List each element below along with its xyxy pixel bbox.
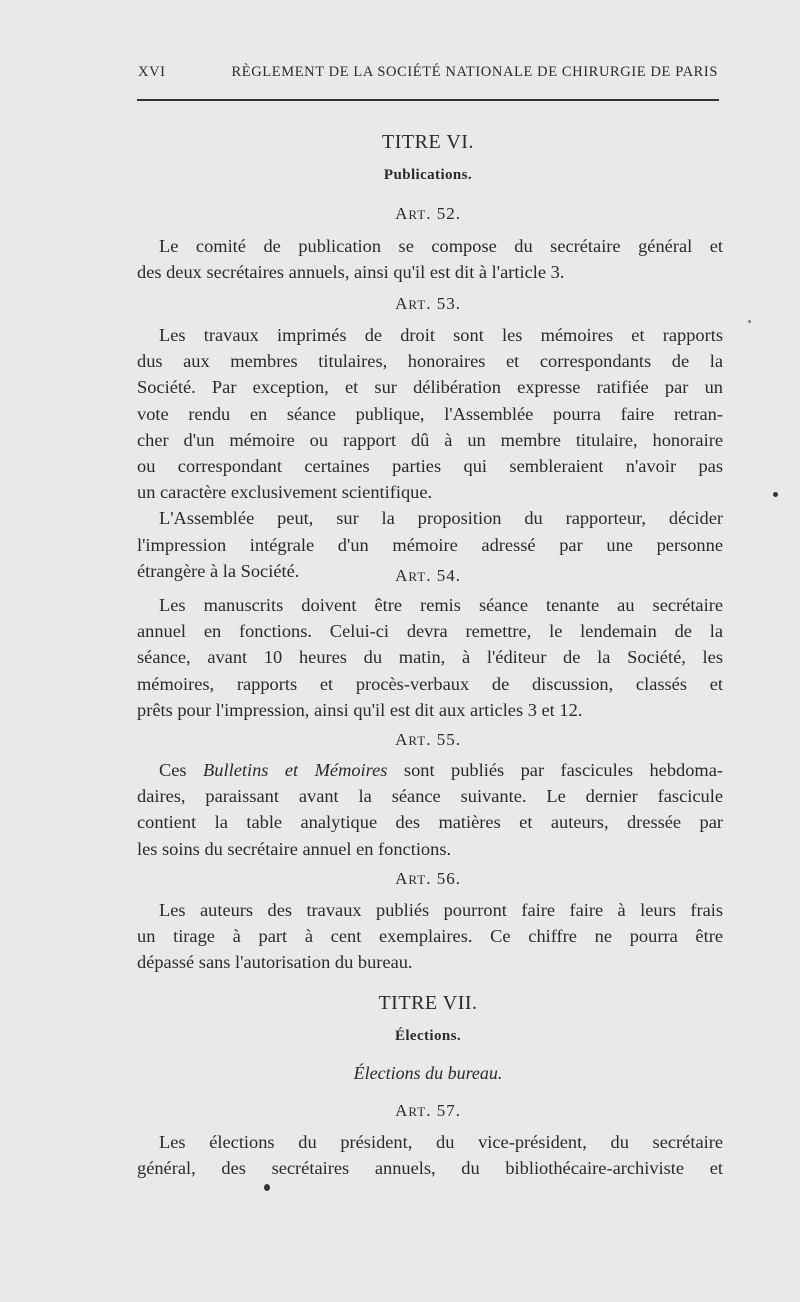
article-52-text — [137, 233, 723, 285]
text-line: L'Assemblée peut, sur la proposition du rapporteur, décider — [159, 508, 723, 529]
text-line: séance, avant 10 heures du matin, à l'éditeur de la Société, les — [137, 647, 723, 668]
article-54-heading: ART. 54. — [395, 566, 461, 585]
elections-bureau-heading: Élections du bureau. — [353, 1063, 503, 1083]
text-line: prêts pour l'impression, ainsi qu'il est dit aux articles 3 et 12. — [137, 699, 583, 720]
article-53-heading: ART. 53. — [395, 294, 461, 313]
article-55-heading: ART. 55. — [395, 730, 461, 749]
publications-subheading: Publications. — [383, 167, 473, 183]
text-line: l'impression intégrale d'un mémoire adressé par une personne — [137, 534, 723, 555]
text-line: Société. Par exception, et sur délibération expresse ratifiée par un — [137, 377, 723, 398]
running-title: RÈGLEMENT DE LA SOCIÉTÉ NATIONALE DE CHIRURGIE DE PARIS — [231, 64, 718, 80]
paper-speck — [264, 1184, 270, 1191]
text-line: Les travaux imprimés de droit sont les mémoires et rapports — [159, 325, 723, 345]
article-52-heading: ART. 52. — [395, 204, 461, 223]
article-57-heading: ART. 57. — [395, 1101, 461, 1120]
article-55-text — [137, 757, 723, 862]
text-line: Les élections du président, du vice-président, du secrétaire — [159, 1132, 723, 1152]
text-line: dépassé sans l'autorisation du bureau. — [137, 952, 413, 973]
article-56-heading: ART. 56. — [395, 869, 461, 888]
text-line: ou correspondant certaines parties qui sembleraient n'avoir pas — [137, 456, 723, 477]
article-54-text — [137, 592, 723, 723]
titre-vi-heading: TITRE VI. — [382, 131, 474, 153]
text-line: un caractère exclusivement scientifique. — [137, 482, 433, 503]
text-line: les soins du secrétaire annuel en fonctions. — [137, 838, 452, 859]
text-line: contient la table analytique des matières et auteurs, dressée par — [137, 812, 723, 833]
text-line: Les manuscrits doivent être remis séance tenante au secrétaire — [159, 595, 723, 615]
text-line: mémoires, rapports et procès-verbaux de discussion, classés et — [137, 673, 723, 694]
text-line: Les auteurs des travaux publiés pourront faire faire à leurs frais — [159, 900, 723, 920]
text-line: annuel en fonctions. Celui-ci devra remettre, le lendemain de la — [137, 621, 723, 642]
text-line: cher d'un mémoire ou rapport dû à un membre titulaire, honoraire — [137, 429, 723, 450]
text-line: Le comité de publication se compose du secrétaire général et — [159, 236, 723, 256]
text-line: vote rendu en séance publique, l'Assemblée pourra faire retran- — [137, 403, 723, 424]
text-line: Ces Bulletins et Mémoires sont publiés par fascicules hebdoma- — [159, 760, 724, 780]
header-rule — [137, 99, 719, 101]
text-line: un tirage à part à cent exemplaires. Ce chiffre ne pourra être — [137, 926, 723, 947]
article-53-text — [137, 322, 723, 584]
article-57-text — [137, 1129, 723, 1181]
titre-vii-heading: TITRE VII. — [378, 992, 478, 1014]
elections-subheading: Élections. — [394, 1028, 462, 1044]
text-line: général, des secrétaires annuels, du bibliothécaire-archiviste et — [137, 1158, 723, 1179]
paper-speck — [773, 492, 778, 497]
article-56-text — [137, 897, 723, 976]
paper-speck — [748, 320, 751, 323]
text-line: des deux secrétaires annuels, ainsi qu'il est dit à l'article 3. — [137, 262, 565, 283]
bulletins-title: Bulletins et Mémoires — [203, 760, 388, 780]
text-line: daires, paraissant avant la séance suivante. Le dernier fascicule — [137, 786, 723, 807]
text-line: dus aux membres titulaires, honoraires et correspondants de la — [137, 351, 723, 372]
running-header — [138, 64, 718, 81]
text-line: étrangère à la Société. — [137, 560, 300, 581]
page-number: XVI — [138, 64, 166, 80]
